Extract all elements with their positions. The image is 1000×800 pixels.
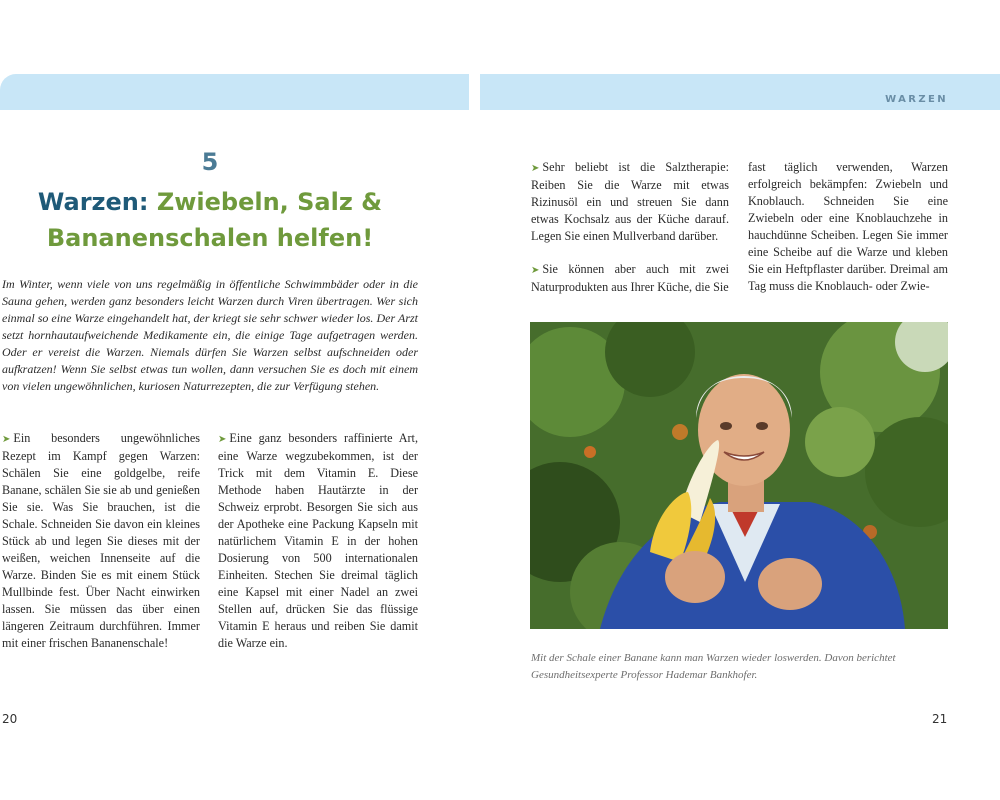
left-col1-paragraph	[2, 430, 200, 652]
chapter-number: 5	[201, 148, 219, 176]
left-col1-text: Ein besonders ungewöhnliches Rezept im Kampf gegen Warzen: Schälen Sie eine goldgelbe, reife Banane, schälen Sie sie ab und genießen Sie sie. Was Sie brauchen, ist die Schale. Schneiden Sie davon ein kleines Stück ab und legen Sie dieses mit der weißen, weichen Innenseite auf die Warze. Binden Sie es mit einem Stück Mullbinde fest. Über Nacht einwirken lassen. Sie müssen das über einen längeren Zeitraum durchführen. Immer mit einer frischen Bananenschale!	[2, 431, 200, 650]
right-col1-paragraph2	[531, 261, 729, 296]
chapter-title	[0, 184, 420, 256]
arrowhead-right-icon: ➤	[531, 265, 540, 276]
photo-illustration	[530, 322, 948, 629]
page-number-right: 21	[932, 712, 948, 726]
chapter-title-part1: Warzen:	[37, 188, 157, 216]
left-col2-paragraph	[218, 430, 418, 652]
photo-man-with-banana	[530, 322, 948, 629]
arrowhead-right-icon: ➤	[2, 434, 11, 445]
header-band-left	[0, 74, 469, 110]
right-col1-paragraph1	[531, 159, 729, 245]
arrowhead-right-icon: ➤	[531, 163, 540, 174]
right-col1-text1: Sehr beliebt ist die Salztherapie: Reiben Sie die Warze mit etwas Rizinusöl ein und streuen Sie dann etwas Kochsalz aus der Küche darauf. Legen Sie einen Mullverband darüber.	[531, 160, 729, 243]
chapter-title-part2: Zwiebeln, Salz &	[156, 188, 383, 216]
intro-paragraph: Im Winter, wenn viele von uns regelmäßig in öffentliche Schwimmbäder oder in die Sauna gehen, werden ganz besonders leicht Warzen durch Viren übertragen. Wer sich einmal so eine Warze eingehandelt hat, der kriegt sie sehr schwer wieder los. Der Arzt setzt hornhautaufweichende Medikamente ein, die einige Tage aufgetragen werden. Oder er vereist die Warzen. Niemals dürfen Sie Warzen selbst aufschneiden oder aufkratzen! Wenn Sie selbst etwas tun wollen, dann versuchen Sie es doch mit einem von vielen ungewöhnlichen, kuriosen Naturrezepten, die zur Verfügung stehen.	[2, 277, 418, 393]
left-col2-text: Eine ganz besonders raffinierte Art, eine Warze wegzubekommen, ist der Trick mit dem Vitamin E. Diese Methode haben Hautärzte in der Schweiz erprobt. Besorgen Sie sich aus der Apotheke eine Packung Kapseln mit natürlichem Vitamin E in der hohen Dosierung von 500 internationalen Einheiten. Stechen Sie dreimal täglich eine Kapsel mit einer Nadel an zwei Stellen auf, drücken Sie das flüssige Vitamin E heraus und reiben Sie damit die Warze ein.	[218, 431, 418, 650]
photo-caption: Mit der Schale einer Banane kann man Warzen wieder loswerden. Davon berichtet Gesundheitsexperte Professor Hademar Bankhofer.	[531, 652, 896, 681]
right-col2-paragraph: fast täglich verwenden, Warzen erfolgreich bekämpfen: Zwiebeln und Knoblauch. Schneiden Sie eine Zwiebeln oder eine Knoblauchzehe in hauchdünne Scheiben. Legen Sie immer eine Scheibe auf die Warze und kleben Sie ein Heftpflaster darüber. Dreimal am Tag muss die Knoblauch- oder Zwie-	[748, 160, 948, 293]
right-col1-text2: Sie können aber auch mit zwei Naturprodukten aus Ihrer Küche, die Sie	[531, 262, 729, 294]
arrowhead-right-icon: ➤	[218, 434, 227, 445]
page-number-left: 20	[2, 712, 18, 726]
running-head: WARZEN	[885, 94, 948, 105]
chapter-title-part3: Bananenschalen helfen!	[46, 224, 374, 252]
